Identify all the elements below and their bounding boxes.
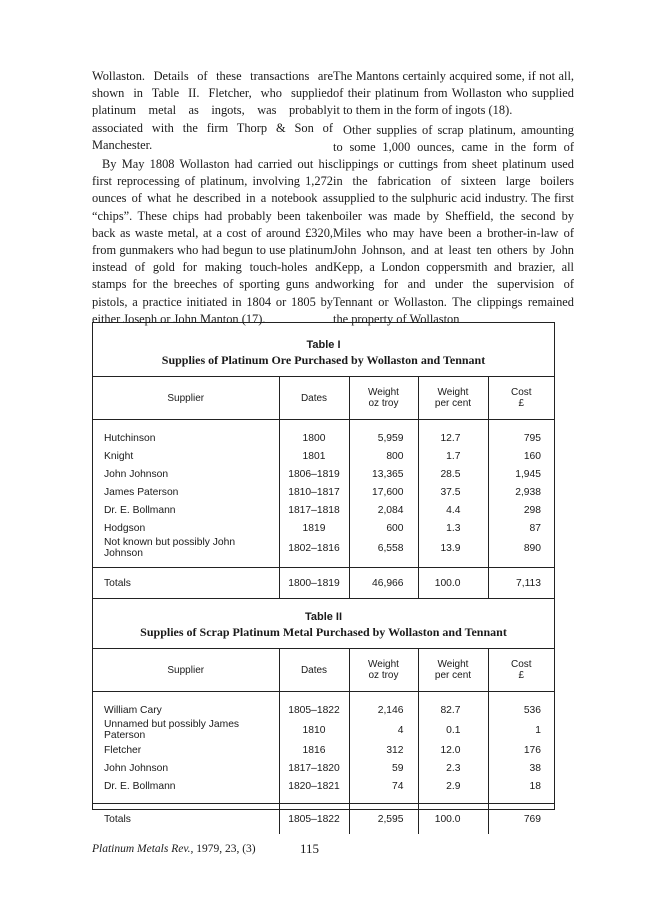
column-header-supplier: Supplier <box>93 649 279 692</box>
cell-supplier: Knight <box>104 450 134 462</box>
header-line: Cost <box>510 387 532 398</box>
cell-cost: 1,945 <box>488 465 554 483</box>
header-line: Weight <box>368 659 399 670</box>
cell-cost: 176 <box>488 741 554 759</box>
journal-volume: 1979, 23, (3) <box>196 843 256 855</box>
cell-weight: 5,959 <box>349 420 418 448</box>
page-number: 115 <box>300 841 320 856</box>
cell-totals-label: Totals <box>93 804 279 835</box>
cell-percent: 28.5 <box>418 465 488 483</box>
column-header-cost <box>488 649 554 692</box>
header-line: Weight <box>437 387 469 398</box>
cell-dates: 1801 <box>279 447 349 465</box>
column-header-supplier: Supplier <box>93 377 279 420</box>
cell-supplier: Dr. E. Bollmann <box>104 504 176 516</box>
table-2-caption <box>93 598 554 648</box>
table-totals-row <box>93 568 554 599</box>
cell-weight: 312 <box>349 741 418 759</box>
table-header-row <box>93 649 554 692</box>
cell-cost: 7,113 <box>488 568 554 599</box>
table-row <box>93 465 554 483</box>
cell-weight: 600 <box>349 519 418 537</box>
table-1-caption <box>93 323 554 376</box>
cell-percent: 37.5 <box>418 483 488 501</box>
cell-percent: 4.4 <box>418 501 488 519</box>
table-2-number: Table II <box>304 611 343 623</box>
header-line: oz troy <box>368 670 399 681</box>
table-row <box>93 759 554 777</box>
table-row <box>93 519 554 537</box>
table-row <box>93 777 554 804</box>
cell-dates: 1817–1818 <box>279 501 349 519</box>
cell-dates: 1800–1819 <box>279 568 349 599</box>
cell-weight: 13,365 <box>349 465 418 483</box>
paragraph: Wollaston. Details of these transactions are shown in Table II. Fletcher, who supplied platinum metal as ingots, was probably associated with the firm Thorp & Son of Manchester. <box>92 69 333 152</box>
cell-weight: 2,595 <box>349 804 418 835</box>
table-2 <box>93 648 554 834</box>
table-row <box>93 741 554 759</box>
column-header-weight-pct <box>418 649 488 692</box>
cell-dates: 1820–1821 <box>279 777 349 804</box>
cell-supplier: John Johnson <box>104 762 169 774</box>
cell-cost: 18 <box>488 777 554 804</box>
cell-cost: 2,938 <box>488 483 554 501</box>
cell-totals-label: Totals <box>93 568 279 599</box>
cell-percent: 1.3 <box>418 519 488 537</box>
text-column-right <box>333 68 574 328</box>
cell-cost: 890 <box>488 537 554 568</box>
column-header-weight-oz <box>349 377 418 420</box>
cell-supplier: William Cary <box>104 704 162 716</box>
table-1 <box>93 376 554 598</box>
header-line: Cost <box>510 659 532 670</box>
cell-weight: 800 <box>349 447 418 465</box>
cell-supplier: Hutchinson <box>104 432 156 444</box>
cell-weight: 74 <box>349 777 418 804</box>
table-1-number: Table I <box>306 339 341 351</box>
cell-weight: 59 <box>349 759 418 777</box>
table-row <box>93 483 554 501</box>
header-line: £ <box>518 398 525 409</box>
column-header-dates: Dates <box>279 649 349 692</box>
cell-percent: 2.9 <box>418 777 488 804</box>
cell-weight: 46,966 <box>349 568 418 599</box>
table-1-title: Supplies of Platinum Ore Purchased by Wollaston and Tennant <box>161 353 486 367</box>
header-line: £ <box>518 670 525 681</box>
cell-dates: 1800 <box>279 420 349 448</box>
cell-percent: 1.7 <box>418 447 488 465</box>
column-header-weight-pct <box>418 377 488 420</box>
header-line: oz troy <box>368 398 399 409</box>
cell-supplier: Unnamed but possibly James Paterson <box>104 719 240 741</box>
column-header-cost <box>488 377 554 420</box>
table-row <box>93 719 554 741</box>
cell-percent: 2.3 <box>418 759 488 777</box>
header-line: Weight <box>437 659 469 670</box>
cell-percent: 12.7 <box>418 420 488 448</box>
table-row <box>93 447 554 465</box>
tables-box <box>92 322 555 825</box>
header-line: Weight <box>368 387 399 398</box>
cell-percent: 100.0 <box>418 804 488 835</box>
cell-supplier: Hodgson <box>104 522 146 534</box>
cell-supplier: Dr. E. Bollmann <box>104 780 176 792</box>
cell-weight: 2,146 <box>349 692 418 720</box>
cell-dates: 1805–1822 <box>279 692 349 720</box>
cell-dates: 1806–1819 <box>279 465 349 483</box>
column-header-dates: Dates <box>279 377 349 420</box>
column-header-weight-oz <box>349 649 418 692</box>
table-row <box>93 692 554 720</box>
cell-weight: 17,600 <box>349 483 418 501</box>
cell-percent: 100.0 <box>418 568 488 599</box>
cell-dates: 1802–1816 <box>279 537 349 568</box>
journal-name: Platinum Metals Rev., <box>92 843 194 855</box>
table-totals-row <box>93 804 554 835</box>
paragraph: By May 1808 Wollaston had carried out his first reprocessing of platinum, involving 1,272 ounces of what he described in a notebook as “chips”. These chips had probably been taken back as waste metal, at a cost of around £320, from gunmakers who had begun to use platinum instead of gold for making touch-holes and stamps for the breeches of sporting guns and pistols, a practice initiated in 1804 or 1805 by either Joseph or John Manton (17). <box>92 157 333 326</box>
text-column-left <box>92 68 333 328</box>
cell-supplier: John Johnson <box>104 468 169 480</box>
cell-supplier: Fletcher <box>104 744 142 756</box>
table-row <box>93 420 554 448</box>
header-line: per cent <box>434 670 472 681</box>
cell-cost: 298 <box>488 501 554 519</box>
cell-dates: 1819 <box>279 519 349 537</box>
cell-percent: 0.1 <box>418 719 488 741</box>
table-header-row <box>93 377 554 420</box>
cell-cost: 769 <box>488 804 554 835</box>
cell-cost: 160 <box>488 447 554 465</box>
header-line: per cent <box>434 398 472 409</box>
cell-percent: 12.0 <box>418 741 488 759</box>
cell-dates: 1805–1822 <box>279 804 349 835</box>
cell-weight: 6,558 <box>349 537 418 568</box>
table-row <box>93 537 554 568</box>
table-row <box>93 501 554 519</box>
cell-supplier: James Paterson <box>104 486 179 498</box>
cell-cost: 795 <box>488 420 554 448</box>
journal-citation <box>92 843 256 855</box>
cell-percent: 82.7 <box>418 692 488 720</box>
cell-percent: 13.9 <box>418 537 488 568</box>
cell-cost: 38 <box>488 759 554 777</box>
cell-weight: 4 <box>349 719 418 741</box>
paragraph: The Mantons certainly acquired some, if not all, of their platinum from Wollaston who supplied it to them in the form of ingots (18). <box>333 69 574 118</box>
cell-weight: 2,084 <box>349 501 418 519</box>
cell-dates: 1810–1817 <box>279 483 349 501</box>
cell-dates: 1817–1820 <box>279 759 349 777</box>
cell-dates: 1810 <box>279 719 349 741</box>
cell-cost: 1 <box>488 719 554 741</box>
table-2-title: Supplies of Scrap Platinum Metal Purchased by Wollaston and Tennant <box>140 625 507 639</box>
cell-dates: 1816 <box>279 741 349 759</box>
cell-cost: 87 <box>488 519 554 537</box>
cell-supplier: Not known but possibly John Johnson <box>104 537 236 559</box>
cell-cost: 536 <box>488 692 554 720</box>
paragraph: Other supplies of scrap platinum, amounting to some 1,000 ounces, came in the form of clippings or cuttings from sheet platinum used in the fabrication of sixteen large boilers supplied to the sulphuric acid industry. The first boiler was made by Sheffield, the second by Miles who may have been a brother-in-law of John Johnson, and at least ten others by John Kepp, a London coppersmith and brazier, all working for and under the supervision of Tennant or Wollaston. The clippings remained the property of Wollaston <box>333 122 574 326</box>
